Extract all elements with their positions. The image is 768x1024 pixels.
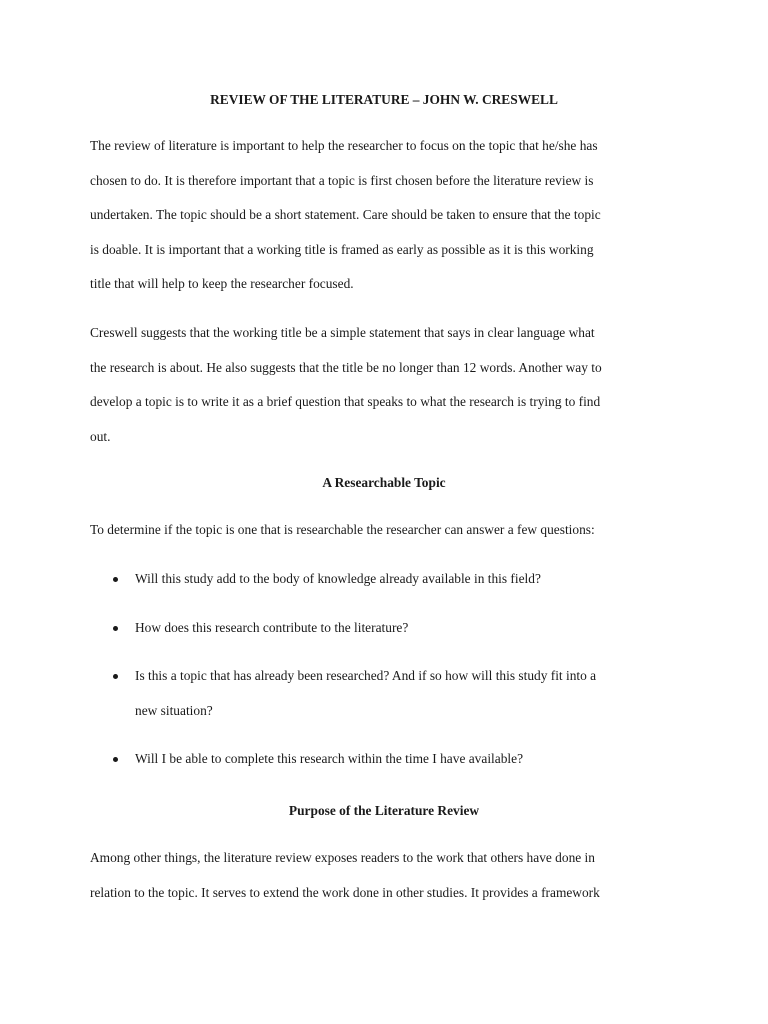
purpose-paragraph [90,841,674,910]
questions-list [110,562,670,791]
section-heading-researchable-topic: A Researchable Topic [322,475,446,490]
paragraph-line: is doable. It is important that a working title is framed as early as possible as it is this working [90,241,594,257]
paragraph-line: To determine if the topic is one that is researchable the researcher can answer a few questions: [90,522,595,537]
paragraph-line: chosen to do. It is therefore important that a topic is first chosen before the literature review is [90,172,594,188]
list-item-text: How does this research contribute to the literature? [135,619,409,635]
list-item-text: Will this study add to the body of knowledge already available in this field? [135,571,541,586]
list-item [110,562,670,597]
paragraph-line: Creswell suggests that the working title be a simple statement that says in clear language what [90,325,595,340]
intro-paragraph [90,129,674,302]
list-item [110,659,670,728]
bullet-icon [113,757,118,762]
list-item [110,611,670,646]
bullet-icon [113,674,118,679]
list-item-text: Is this a topic that has already been researched? And if so how will this study fit into a [135,668,597,684]
paragraph-line: undertaken. The topic should be a short statement. Care should be taken to ensure that the topic [90,207,601,223]
bullet-icon [113,626,118,631]
paragraph-line: title that will help to keep the researcher focused. [90,276,354,292]
section-heading-purpose: Purpose of the Literature Review [288,803,480,818]
questions-intro-paragraph [90,513,674,548]
list-item [110,742,670,777]
paragraph-line: the research is about. He also suggests that the title be no longer than 12 words. Another way to [90,359,602,375]
list-item-text: Will I be able to complete this research within the time I have available? [135,751,524,767]
working-title-paragraph [90,316,674,454]
bullet-icon [113,577,118,582]
paragraph-line: The review of literature is important to help the researcher to focus on the topic that he/she has [90,138,598,153]
paragraph-line: out. [90,428,111,444]
paragraph-line: Among other things, the literature review exposes readers to the work that others have done in [90,850,595,865]
paragraph-line: develop a topic is to write it as a brief question that speaks to what the research is trying to find [90,394,601,410]
document-title: REVIEW OF THE LITERATURE – JOHN W. CRESWELL [210,92,558,107]
paragraph-line: relation to the topic. It serves to extend the work done in other studies. It provides a framework [90,884,600,900]
list-item-text: new situation? [135,702,213,718]
